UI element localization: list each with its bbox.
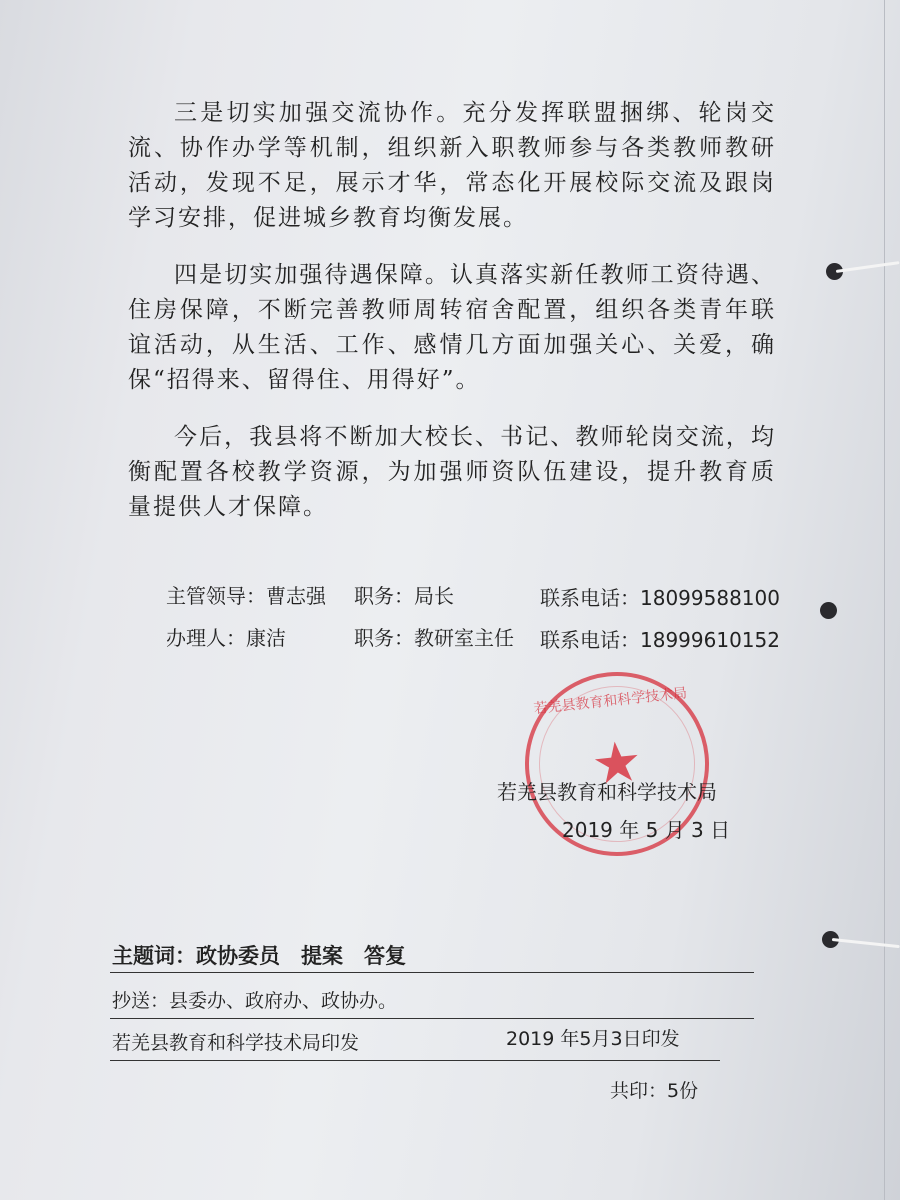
handler-position: 职务：教研室主任 — [354, 626, 514, 650]
issue-date: 2019 年5月3日印发 — [506, 1028, 680, 1050]
cc-line: 抄送：县委办、政府办、政协办。 — [112, 990, 398, 1012]
page-edge — [884, 0, 885, 1200]
leader-position: 职务：局长 — [354, 584, 454, 608]
handler-phone: 联系电话：18999610152 — [540, 628, 780, 652]
footer-rule-3 — [110, 1060, 720, 1061]
footer-rule-1 — [110, 972, 754, 973]
binding-string — [836, 261, 900, 273]
star-icon: ★ — [588, 728, 646, 799]
paragraph-exchange: 三是切实加强交流协作。充分发挥联盟捆绑、轮岗交流、协作办学等机制，组织新入职教师参与各类教师教研活动，发现不足，展示才华，常态化开展校际交流及跟岗学习安排，促进城乡教育均衡发展。 — [128, 100, 776, 231]
seal-text: 若羌县教育和科学技术局 — [533, 685, 688, 718]
issuer: 若羌县教育和科学技术局印发 — [112, 1032, 360, 1054]
binding-hole — [820, 602, 837, 619]
paragraph-benefits: 四是切实加强待遇保障。认真落实新任教师工资待遇、住房保障，不断完善教师周转宿舍配置，组织各类青年联谊活动，从生活、工作、感情几方面加强关心、关爱，确保“招得来、留得住、用得好”。 — [128, 262, 776, 393]
leader-name: 主管领导：曹志强 — [166, 584, 326, 608]
copies: 共印：5份 — [610, 1080, 699, 1102]
leader-phone: 联系电话：18099588100 — [540, 586, 780, 610]
binding-string — [832, 938, 900, 948]
paragraph-future: 今后，我县将不断加大校长、书记、教师轮岗交流，均衡配置各校教学资源，为加强师资队伍建设，提升教育质量提供人才保障。 — [128, 424, 776, 520]
signature-org: 若羌县教育和科学技术局 — [497, 780, 717, 804]
signature-date: 2019 年 5 月 3 日 — [562, 818, 731, 842]
handler-name: 办理人：康洁 — [166, 626, 286, 650]
keywords: 主题词：政协委员 提案 答复 — [112, 944, 406, 968]
footer-rule-2 — [110, 1018, 754, 1019]
